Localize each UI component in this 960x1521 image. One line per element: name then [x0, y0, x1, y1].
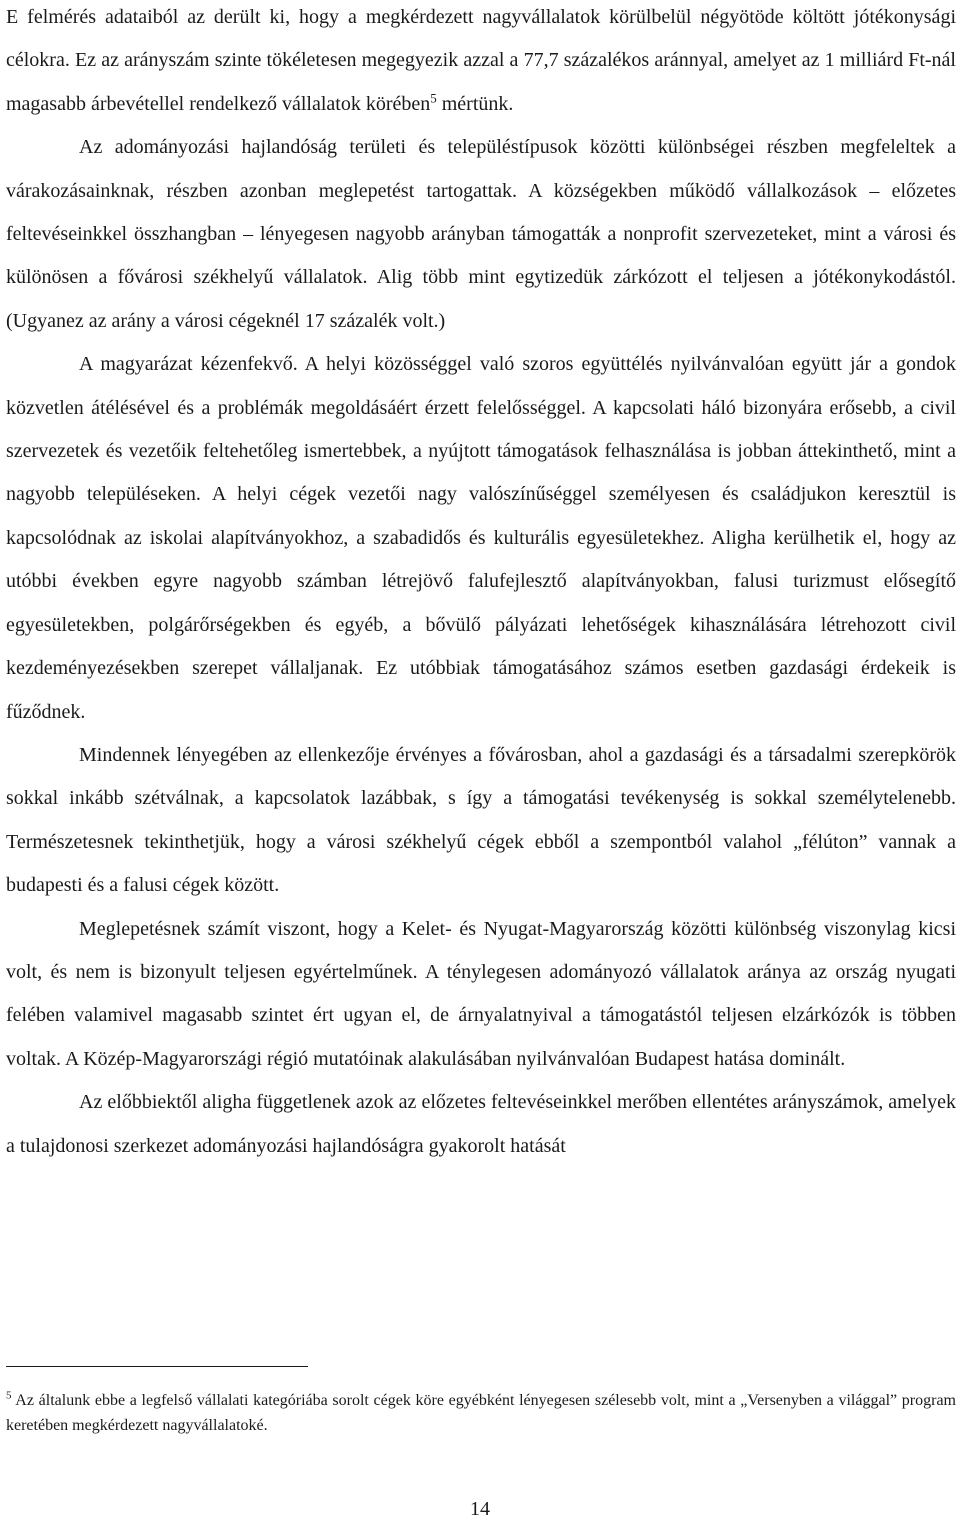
footnote-reference: 5 — [430, 90, 437, 106]
page-number: 14 — [470, 1498, 490, 1520]
paragraph-1 — [6, 0, 956, 126]
paragraph-1-text: E felmérés adataiból az derült ki, hogy a megkérdezett nagyvállalatok körülbelül négyötöde költött jótékonysági célokra. Ez az arányszám szinte tökéletesen megegyezik azzal a 77,7 százalékos aránnyal, amelyet az 1 milliárd Ft-nál magasabb árbevétellel rendelkező vállalatok körében — [6, 6, 956, 115]
footnote-separator — [6, 1366, 308, 1367]
body-text — [6, 0, 956, 1168]
paragraph-5: Meglepetésnek számít viszont, hogy a Kelet- és Nyugat-Magyarország közötti különbség viszonylag kicsi volt, és nem is bizonyult teljesen egyértelműnek. A ténylegesen adományozó vállalatok aránya az ország nyugati felében valamivel magasabb szintet ért ugyan el, de árnyalatnyival a támogatástól teljesen elzárkózók is többen voltak. A Közép-Magyarországi régió mutatóinak alakulásában nyilvánvalóan Budapest hatása dominált. — [6, 917, 956, 1070]
paragraph-4: Mindennek lényegében az ellenkezője érvényes a fővárosban, ahol a gazdasági és a társadalmi szerepkörök sokkal inkább szétválnak, a kapcsolatok lazábbak, s így a támogatási tevékenység is sokkal személytelenebb. Természetesnek tekinthetjük, hogy a városi székhelyű cégek ebből a szempontból valahol „félúton” vannak a budapesti és a falusi cégek között. — [6, 743, 956, 897]
document-page — [6, 0, 956, 1168]
footnote-number: 5 — [6, 1389, 12, 1402]
paragraph-6: Az előbbiektől aligha függetlenek azok az előzetes feltevéseinkkel merőben ellentétes arányszámok, amelyek a tulajdonosi szerkezet adományozási hajlandóságra gyakorolt hatását — [6, 1091, 956, 1157]
footnote-text: Az általunk ebbe a legfelső vállalati kategóriába sorolt cégek köre egyébként lényegesen szélesebb volt, mint a „Versenyben a világgal” program keretében megkérdezett nagyvállalatoké. — [6, 1392, 956, 1434]
paragraph-1-text-end: mértünk. — [436, 92, 514, 115]
paragraph-2: Az adományozási hajlandóság területi és településtípusok közötti különbségei részben megfeleltek a várakozásainknak, részben azonban meglepetést tartogattak. A községekben működő vállalkozások – előzetes feltevéseinkkel összhangban – lényegesen nagyobb arányban támogatták a nonprofit szervezeteket, mint a városi és különösen a fővárosi székhelyű vállalatok. Alig több mint egytizedük zárkózott el teljesen a jótékonykodástól. (Ugyanez az arány a városi cégeknél 17 százalék volt.) — [6, 136, 956, 332]
footnote — [6, 1388, 956, 1438]
paragraph-3: A magyarázat kézenfekvő. A helyi közösséggel való szoros együttélés nyilvánvalóan együtt jár a gondok közvetlen átélésével és a problémák megoldásáért érzett felelősséggel. A kapcsolati háló bizonyára erősebb, a civil szervezetek és vezetőik feltehetőleg ismertebbek, a nyújtott támogatások felhasználása is jobban áttekinthető, mint a nagyobb településeken. A helyi cégek vezetői nagy valószínűséggel személyesen és családjukon keresztül is kapcsolódnak az iskolai alapítványokhoz, a szabadidős és kulturális egyesületekhez. Aligha kerülhetik el, hogy az utóbbi években egyre nagyobb számban létrejövő falufejlesztő alapítványokban, falusi turizmust elősegítő egyesületekben, polgárőrségekben és egyéb, a bővülő pályázati lehetőségek kihasználására létrehozott civil kezdeményezésekben szerepet vállaljanak. Ez utóbbiak támogatásához számos esetben gazdasági érdekeik is fűződnek. — [6, 353, 956, 723]
